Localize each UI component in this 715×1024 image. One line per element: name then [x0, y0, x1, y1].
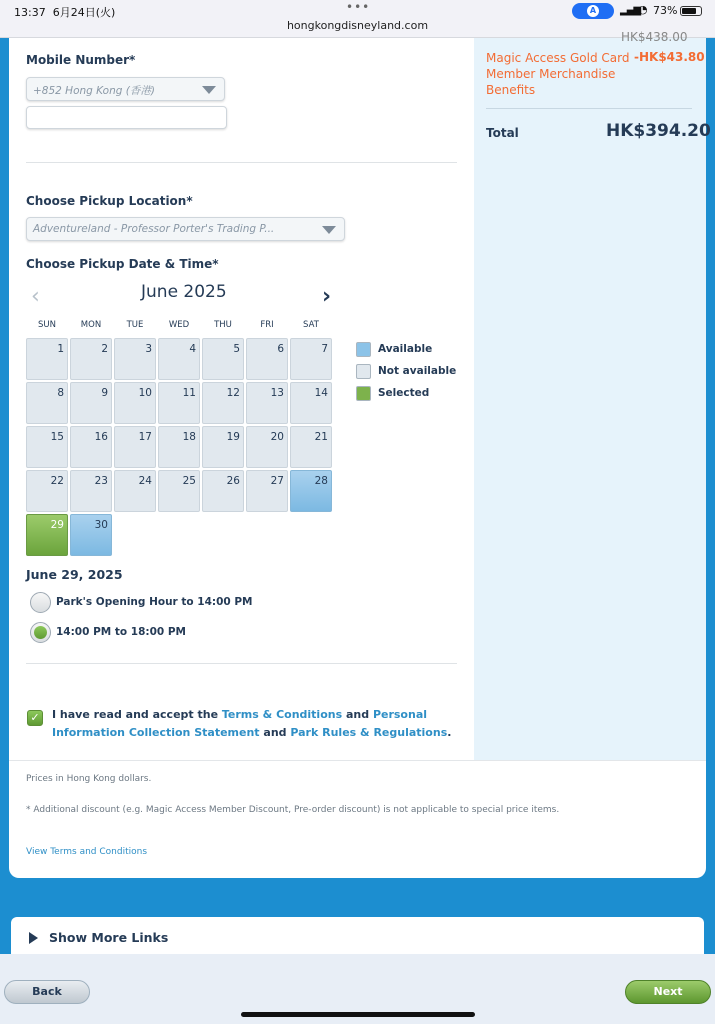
privacy-statement-link[interactable]: Personal Information Collection Statement — [52, 708, 428, 739]
calendar-day — [70, 470, 112, 512]
calendar-day-number: 12 — [226, 387, 240, 399]
view-terms-link[interactable]: View Terms and Conditions — [26, 847, 148, 857]
calendar-day[interactable] — [70, 514, 112, 556]
home-indicator — [241, 1012, 475, 1017]
pickup-location-value: Adventureland - Professor Porter's Trading P... — [33, 223, 275, 235]
summary-divider — [486, 108, 692, 109]
order-summary-panel — [474, 38, 706, 760]
calendar-day-number: 25 — [182, 475, 196, 487]
calendar-day-number: 20 — [270, 431, 284, 443]
calendar-day — [158, 338, 200, 380]
calendar-day — [202, 338, 244, 380]
calendar-day — [114, 382, 156, 424]
calendar-day — [290, 338, 332, 380]
signal-icon: ▂▄▆ — [620, 5, 641, 16]
calendar-day-number: 5 — [233, 343, 240, 355]
calendar-day-number: 18 — [182, 431, 196, 443]
discount-note: * Additional discount (e.g. Magic Access Member Discount, Pre-order discount) is not applicable to special price items. — [26, 805, 560, 815]
calendar-day — [290, 426, 332, 468]
more-dots-icon[interactable]: ••• — [346, 0, 371, 14]
back-button[interactable]: Back — [4, 980, 90, 1004]
notes-divider — [9, 760, 706, 761]
caret-right-icon — [29, 932, 38, 944]
chevron-down-icon — [202, 86, 216, 94]
status-time: 13:37 6月24日(火) — [14, 6, 116, 19]
calendar-day — [26, 338, 68, 380]
pickup-location-select[interactable] — [26, 217, 345, 241]
calendar-day — [202, 426, 244, 468]
calendar-day-number: 29 — [50, 519, 64, 531]
weekday-label: SAT — [303, 320, 319, 330]
mobile-number-input[interactable] — [26, 106, 227, 129]
calendar-day-number: 17 — [138, 431, 152, 443]
section-divider — [26, 162, 457, 163]
time-slot-radio-morning[interactable] — [30, 592, 51, 613]
calendar-day — [290, 382, 332, 424]
address-url[interactable]: hongkongdisneyland.com — [286, 19, 429, 32]
accept-terms-text: I have read and accept the Terms & Conditions and Personal Information Collection Statement and Park Rules & Regulations. — [52, 708, 452, 739]
calendar-day-number: 26 — [226, 475, 240, 487]
calendar-day-number: 30 — [94, 519, 108, 531]
calendar-day — [246, 382, 288, 424]
calendar-day-number: 10 — [138, 387, 152, 399]
browser-status-bar — [0, 0, 715, 38]
calendar-day — [70, 382, 112, 424]
calendar-day — [114, 338, 156, 380]
calendar-day — [158, 382, 200, 424]
country-code-value: +852 Hong Kong (香港) — [33, 85, 155, 97]
calendar-day — [70, 338, 112, 380]
calendar-day-number: 7 — [321, 343, 328, 355]
calendar-day — [158, 426, 200, 468]
time-slot-radio-afternoon[interactable] — [30, 622, 51, 643]
calendar-day — [246, 338, 288, 380]
pickup-datetime-label: Choose Pickup Date & Time* — [26, 257, 219, 271]
calendar-day-number: 13 — [270, 387, 284, 399]
discount-value: -HK$43.80 — [634, 50, 705, 64]
legend-available-label: Available — [378, 343, 433, 355]
weekday-label: THU — [214, 320, 232, 330]
discount-label: Magic Access Gold Card Member Merchandise Benefits — [486, 51, 630, 97]
calendar-day — [26, 382, 68, 424]
calendar-day-number: 11 — [182, 387, 196, 399]
mobile-number-label: Mobile Number* — [26, 53, 136, 67]
chevron-down-icon — [322, 226, 336, 234]
show-more-links-label: Show More Links — [49, 930, 169, 945]
legend-selected-label: Selected — [378, 387, 430, 399]
calendar-day-number: 21 — [314, 431, 328, 443]
calendar-day — [114, 426, 156, 468]
calendar-day-number: 27 — [270, 475, 284, 487]
calendar-day-number: 8 — [57, 387, 64, 399]
total-label: Total — [486, 126, 519, 140]
calendar-day-number: 28 — [314, 475, 328, 487]
calendar-month-title: June 2025 — [141, 282, 227, 302]
calendar-next-icon[interactable]: › — [322, 284, 332, 309]
calendar-day — [114, 470, 156, 512]
calendar-day — [158, 470, 200, 512]
legend-not-available-label: Not available — [378, 365, 457, 377]
terms-link[interactable]: Terms & Conditions — [221, 708, 343, 721]
legend-not-available-swatch — [356, 364, 371, 379]
calendar-day — [246, 470, 288, 512]
calendar-day-number: 14 — [314, 387, 328, 399]
battery-percent: 73% — [653, 4, 678, 17]
calendar-day[interactable] — [290, 470, 332, 512]
country-code-select[interactable] — [26, 77, 225, 101]
calendar-day-number: 15 — [50, 431, 64, 443]
weekday-label: MON — [80, 320, 102, 330]
calendar-day — [26, 426, 68, 468]
calendar-day-number: 22 — [50, 475, 64, 487]
pickup-location-label: Choose Pickup Location* — [26, 194, 193, 208]
calendar-day-number: 6 — [277, 343, 284, 355]
calendar-day-number: 3 — [145, 343, 152, 355]
legend-available-swatch — [356, 342, 371, 357]
wifi-icon: ◔ — [638, 3, 648, 16]
time-slot-label-morning: Park's Opening Hour to 14:00 PM — [56, 596, 253, 608]
calendar-prev-icon[interactable]: ‹ — [31, 284, 40, 309]
calendar-day-number: 19 — [226, 431, 240, 443]
total-value: HK$394.20 — [606, 121, 711, 141]
weekday-label: TUE — [126, 320, 144, 330]
calendar-day — [202, 382, 244, 424]
calendar-day — [26, 470, 68, 512]
calendar-day-number: 23 — [94, 475, 108, 487]
calendar-day-number: 16 — [94, 431, 108, 443]
legend-selected-swatch — [356, 386, 371, 401]
section-divider — [26, 663, 457, 664]
weekday-label: FRI — [260, 320, 274, 330]
currency-note: Prices in Hong Kong dollars. — [26, 774, 152, 784]
time-slot-label-afternoon: 14:00 PM to 18:00 PM — [56, 626, 186, 638]
accept-terms-checkbox[interactable]: ✓ — [27, 710, 43, 726]
selected-date-heading: June 29, 2025 — [26, 567, 123, 582]
calendar-day — [70, 426, 112, 468]
calendar-day-number: 4 — [189, 343, 196, 355]
next-button[interactable]: Next — [625, 980, 711, 1004]
calendar-day — [202, 470, 244, 512]
calendar-day-number: 2 — [101, 343, 108, 355]
calendar-day-number: 1 — [57, 343, 64, 355]
calendar-day[interactable] — [26, 514, 68, 556]
weekday-label: WED — [168, 320, 190, 330]
weekday-label: SUN — [38, 320, 56, 330]
partial-subtotal: HK$438.00 — [621, 30, 688, 44]
park-rules-link[interactable]: Park Rules & Regulations — [290, 726, 448, 739]
navigation-pill-icon: A — [572, 3, 614, 19]
calendar-day — [246, 426, 288, 468]
battery-icon — [680, 6, 702, 16]
checkout-card — [9, 30, 711, 878]
calendar-day-number: 24 — [138, 475, 152, 487]
calendar-day-number: 9 — [101, 387, 108, 399]
